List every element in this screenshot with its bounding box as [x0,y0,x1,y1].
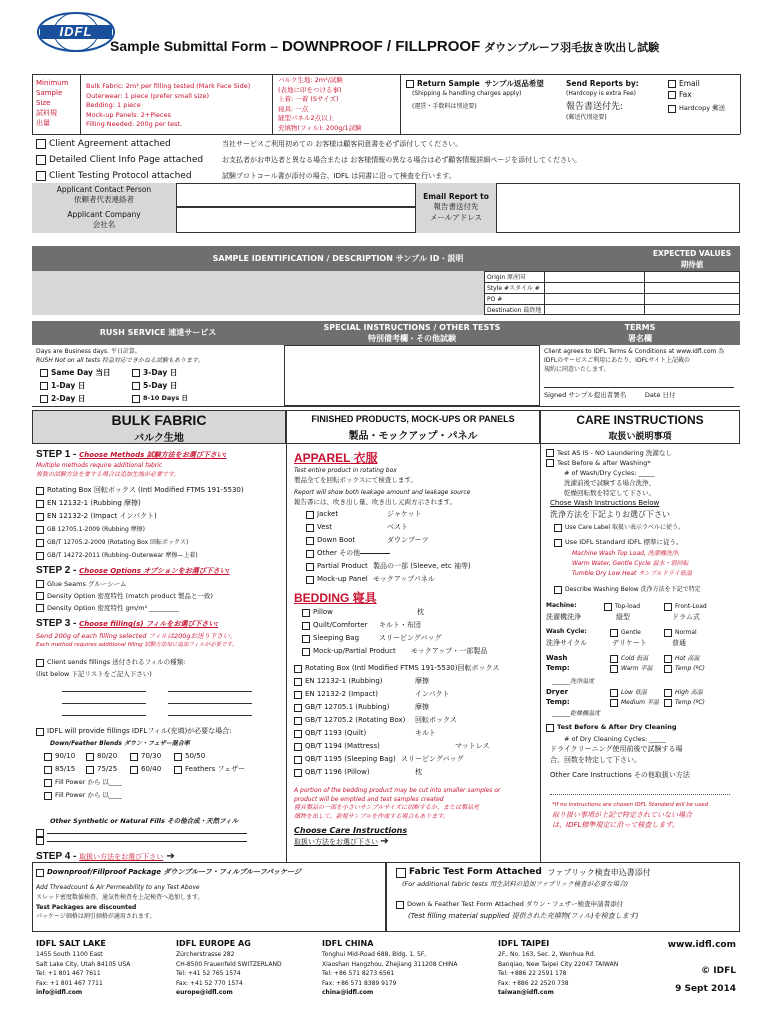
wash-hot[interactable]: Hot 高温 [664,652,699,665]
finished-column: APPAREL 衣服 Test entire product in rotating box 製品全てを回転ボックスにて検査します。 Report will show both leakage amount and leakage source 報告書には、吹き出し量、吹き出し元両方示されます。 Jacket ジャケット Vest ベスト Down Boot ダウンブーツ Other その他 Partial Product 製品の一部 (Sleeve, etc 袖等) Mock-up Panel モックアップパネル BEDDING 寝具 Pillow 枕 Quilt/Comforter キルト・布団 Sleeping Bag スリーピングバッグ Mock-up/Partial Product モックアップ・一部製品 Rotating Box (Intl Modified FTMS 191-5530)回転ボックス EN 12132-1 (Rubbing) 摩擦 EN 12132-2 (Impact) インパクト GB/T 12705.1 (Rubbing) 摩擦 GB/T 12705.2 (Rotating Box) 回転ボックス QB/T 1193 (Quilt) キルト QB/T 1194 (Mattress) マットレス QB/T 1195 (Sleeping Bag) スリーピングバッグ QB/T 1196 (Pillow) 枕 A portion of the bedding product may be cut into smaller samples or product will be emptied and test samples created 寝具製品の一部を小さいサンプルサイズに切断するか、または製品充 填物を出して、新規サンプルを作成する場合もあります。 Choose Care Instructions 取扱い方法をお選び下さい ➔ [294,450,538,847]
rush-1-day[interactable]: 1-Day 日 [40,379,111,392]
blend-70-30[interactable]: 70/30 [130,750,174,763]
apparel-jacket[interactable]: Jacket ジャケット [306,508,538,521]
dry-high[interactable]: High 高温 [664,686,703,699]
sample-size-jp: バルク生地: 2m²/試験 (表地に印をつける事) 上着: 一着 (Sサイズ) 寝具: 一点 縫型パネル2点以上 充填物(フィル): 200g/1試験 [278,76,362,132]
describe-washing[interactable]: Describe Washing Below 洗浄方法を下記で特定 [554,583,738,596]
bed-qbt1194[interactable]: QB/T 1194 (Mattress) マットレス [294,740,538,753]
test-before-after-washing[interactable]: Test Before & after Washing* [546,458,738,468]
fabric-test-box: Fabric Test Form Attached ファブリック検査申込書添付 (For additional fabric tests 用生試料の追加ファブリック検査が必要な場合) Down & Feather Test Form Attached ダウン・フェザー検査申請書添付 (Test filling material supplied 提供された充填物(フィル)を検査します) [396,866,736,922]
bulk-fabric-header: BULK FABRIC バルク生地 [32,410,286,444]
use-care-label[interactable]: Use Care Label 取扱い表示ラベルに従う。 [554,521,738,534]
bed-qbt1196[interactable]: QB/T 1196 (Pillow) 枕 [294,766,538,779]
portion-note: A portion of the bedding product may be cut into smaller samples or product will be emptied and test samples created 寝具製品の一部を小さいサンプルサイズに切断するか、または製品充 填物を出して、新規サンプルを作成する場合もあります。 [294,787,501,820]
bedding-mockup[interactable]: Mock-up/Partial Product モックアップ・一部製品 [302,645,538,658]
email-report-input[interactable] [497,184,739,232]
blend-50-50[interactable]: 50/50 [174,750,205,763]
company-input[interactable] [177,208,415,232]
bed-en12132-1[interactable]: EN 12132-1 (Rubbing) 摩擦 [294,675,538,688]
email-europe[interactable]: europe@idfl.com [176,989,233,996]
office-china: IDFL CHINA Tonghui Mid-Road 688, Bldg. 1, 5F, Xiaoshan Hangzhou, Zhejiang 311208 CHINA Tel: +86 571 8273 6561 Fax: +86 571 8389 9179 china@idfl.com [322,938,492,998]
page-title: Sample Submittal Form – DOWNPROOF / FILLPROOF ダウンプルーフ羽毛抜き吹出し試験 [110,38,660,55]
expected-values-header: EXPECTED VALUES 期待値 [644,246,740,271]
apparel-mockup[interactable]: Mock-up Panel モックアップパネル [306,573,538,586]
rush-3-day[interactable]: 3-Day 日 [132,366,188,379]
apparel-vest[interactable]: Vest ベスト [306,521,538,534]
client-sends-fillings[interactable]: Client sends fillings 送付されるフィルの種類: [36,656,284,669]
terms-header: TERMS 署名欄 [540,321,740,345]
dry-medium[interactable]: Medium 平温 [610,696,659,709]
package-box: Downproof/Fillproof Package ダウンプルーフ・フィルプルーフパッケージ Add Threadcount & Air Permeability to any Test Above スレッド密度数値検査、通気性検査を上記検査へ追加します。 Test Packages are discounted パッケージ価格は割引価格が適用されます。 [36,866,382,921]
option-density-match[interactable]: Density Option 密度特性 (match product 製品と一致) [36,590,284,602]
front-load[interactable]: Front-Load [664,600,707,613]
email-china[interactable]: china@idfl.com [322,989,374,996]
email-taipei[interactable]: taiwan@idfl.com [498,989,554,996]
email-checkbox[interactable] [668,80,676,88]
terms-text: Client agrees to IDFL Terms & Conditions at www.idfl.com 為 IDFLのサービスご利用にあたり、IDFLサイト上記載の 規約に同意いたします。 [544,348,725,373]
fax-option[interactable]: Fax [668,90,725,100]
special-instructions-input[interactable] [284,345,540,406]
method-rotating-box[interactable]: Rotating Box 回転ボックス (Intl Modified FTMS 191-5530) [36,484,284,497]
apparel-other[interactable]: Other その他 [306,547,538,560]
fabric-test-attached[interactable]: Fabric Test Form Attached ファブリック検査申込書添付 [396,866,736,879]
test-as-is[interactable]: Test AS IS - NO Laundering 洗濯なし [546,448,738,458]
bedding-quilt[interactable]: Quilt/Comforter キルト・布団 [302,619,538,632]
office-salt-lake: IDFL SALT LAKE 1455 South 1100 East Salt Lake City, Utah 84105 USA Tel: +1 801 467 7611 Fax: +1 801 467 7711 info@idfl.com [36,938,156,998]
office-europe: IDFL EUROPE AG Zürcherstrasse 282 CH-8500 Frauenfeld SWITZERLAND Tel: +41 52 765 1574 Fax: +41 52 770 1574 europe@idfl.com [176,938,316,998]
blend-85-15[interactable]: 85/15 [44,763,86,776]
package-option[interactable]: Downproof/Fillproof Package ダウンプルーフ・フィルプルーフパッケージ [36,866,382,879]
agreements-jp: 当社サービスご利用初めての お客様は顧客同意書を必ず添付してください。 お支払者がお申込者と異なる場合または お客様情報の異なる場合は必ず顧客情報詳細ページを添付してください。 試験プロトコール書が添付の場合、IDFL は同書に沿って検査を行います。 [222,140,582,180]
other-fill-1[interactable] [36,829,284,837]
finished-products-header: FINISHED PRODUCTS, MOCK-UPS OR PANELS 製品・モックアップ・パネル [286,410,540,444]
fill-power-1[interactable]: Fill Power から 以____ [44,776,284,789]
client-agreement[interactable]: Client Agreement attached [36,136,203,152]
other-fill-2[interactable] [36,837,284,845]
rush-notes: Days are Business days. 平日計算。 RUSH Not on all tests 特急対応できかねる試験もあります。 [36,348,204,364]
blend-80-20[interactable]: 80/20 [86,750,130,763]
arrow-right-icon: ➔ [166,851,175,862]
idfl-provides-fillings[interactable]: IDFL will provide fillings IDFLフィル(充填)が必要な場合: [36,725,284,738]
option-glue-seams[interactable]: Glue Seams グルーシーム [36,578,284,590]
down-feather-form[interactable]: Down & Feather Test Form Attached ダウン・フェザー検査申請書添付 [396,898,736,911]
care-column: Test AS IS - NO Laundering 洗濯なし Test Before & after Washing* # of Wash/Dry Cycles: _____ 洗濯前後で試験する場合洗浄、 乾燥回転数を特定して下さい。 Chose Wash Instructions Below 洗浄方法を下記よりお選び下さい Use Care Label 取扱い表示ラベルに従う。 Use IDFL Standard IDFL 標準に従う。 Machine Wash Top Load, 洗濯機洗浄, Warm Water, Gentle Cycle 温水・弱回転 Tumble Dry Low Heat タンブルドライ低温 Describe Washing Below 洗浄方法を下記で特定 Machine: 洗濯機洗浄 Top-load 縦型 Front-Load ドラム式 Wash Cycle: 洗浄サイクル Gentle デリケート Normal 普通 Wash Temp: Cold 低温 Hot 高温 Warm 平温 Temp (ºC) ______洗浄温度 Dryer Temp: Low 低温 High 高温 Medium 平温 Temp (ºC) ______乾燥機温度 Test Before & After Dry Cleaning # of Dry Cleaning Cycles: _____ ドライクリーニング使用前後で試験する場 合、回数を特定して下さい。 Other Care Instructions その他取扱い方法 *If no instructions are chosen IDFL Standard will be used 取り扱い事項が上記で特定されていない場合 は、IDFL標準規定に沿って検査します。 [546,448,738,830]
top-load[interactable]: Top-load [604,600,640,613]
default-note: *If no instructions are chosen IDFL Standard will be used 取り扱い事項が上記で特定されていない場合 は、IDFL標準規定に沿って検査します。 [552,802,709,829]
blend-60-40[interactable]: 60/40 [130,763,174,776]
footer-right: www.idfl.com © IDFL 9 Sept 2014 [640,938,736,996]
office-taipei: IDFL TAIPEI 2F., No. 163, Sec. 2, Wenhua Rd. Banqiao, New Taipei City 22047 TAIWAN Tel: +886 22 2591 178 Fax: +886 22 2520 738 taiwan@idfl.com [498,938,648,998]
dry-temp-c[interactable]: Temp (ºC) [664,696,705,709]
bulk-column: STEP 1 - Choose Methods 試験方法をお選び下さい: Multiple methods require additional fabric 複数の試験方法を要する場合は追加生地が必要です。 Rotating Box 回転ボックス (Intl Modified FTMS 191-5530) EN 12132-1 (Rubbing 摩擦) EN 12132-2 (Impact インパクト) GB 12705.1-2009 (Rubbing 摩擦) GB/T 12705.2-2009 (Rotating Box 回転ボックス) GB/T 14272-2011 (Rubbing–Outerwear 摩擦—上着) STEP 2 - Choose Options オプションをお選び下さい: Glue Seams グルーシーム Density Option 密度特性 (match product 製品と一致) Density Option 密度特性 gm/m² _________ STEP 3 - Choose filling(s) フィルをお選び下さい: Send 200g of each filling selected フィルは200gお送り下さい。 Each method requires additional filling 試験方法毎に追加フィルが必要です。 Client sends fillings 送付されるフィルの種類: (list below 下記リストをご記入下さい) IDFL will provide fillings IDFLフィル(充填)が必要な場合: Down/Feather Blends ダウン・フェザー混合率 90/10 80/20 70/30 50/50 85/15 75/25 60/40 Feathers フェザー Fill Power から 以____ Fill Power から 以____ Other Synthetic or Natural Fills その他合成・天然フィル STEP 4 - 取扱い方法をお選び下さい ➔ [36,448,284,865]
client-info[interactable]: Detailed Client Info Page attached [36,152,203,168]
blend-90-10[interactable]: 90/10 [44,750,86,763]
apparel-partial[interactable]: Partial Product 製品の一部 (Sleeve, etc 袖等) [306,560,538,573]
return-sample-checkbox[interactable] [406,80,414,88]
email-option[interactable]: Email [668,77,725,90]
logo [36,12,116,52]
signed-label: Signed サンプル提出者署名 Date 日付 [544,391,676,399]
website-link[interactable]: www.idfl.com [667,940,736,950]
agreements [36,136,203,184]
use-idfl-standard[interactable]: Use IDFL Standard IDFL 標準に従う。 [554,536,738,549]
gentle-cycle[interactable]: Gentle [610,626,641,639]
rush-options [40,366,111,405]
logo-text: IDFL [59,24,93,39]
care-header: CARE INSTRUCTIONS 取扱い説明事項 [540,410,740,444]
sample-size-list: Bulk Fabric: 2m² per filling tested (Mark Face Side) Outerwear: 1 piece (prefer small size) Bedding: 1 piece Mock-up Panels: 2+Pieces Filling Needed: 200g per test. [86,82,251,128]
email-salt-lake[interactable]: info@idfl.com [36,989,83,996]
fill-power-2[interactable]: Fill Power から 以____ [44,789,284,802]
rush-2-day[interactable]: 2-Day 日 [40,392,111,405]
rush-8-10-day[interactable]: 8-10 Days 日 [132,392,188,405]
bedding-rotating-box[interactable]: Rotating Box (Intl Modified FTMS 191-5530)回転ボックス [294,662,538,675]
send-reports: Send Reports by: (Hardcopy is extra Fee) 報告書送付先: (郵送代別途要) [566,79,639,121]
rush-options-2 [132,366,188,405]
apparel-down-boot[interactable]: Down Boot ダウンブーツ [306,534,538,547]
wash-temp-c[interactable]: Temp (ºC) [664,662,705,675]
rush-header: RUSH SERVICE 速達サービス [32,321,284,345]
dry-low[interactable]: Low 低温 [610,686,647,699]
blend-feathers[interactable]: Feathers フェザー [174,763,245,776]
signature-input[interactable] [544,374,734,387]
arrow-right-icon: ➔ [380,836,389,847]
bed-en12132-2[interactable]: EN 12132-2 (Impact) インパクト [294,688,538,701]
sample-id-rows: Origin 原産国 Style #スタイル # PO # Destination 最終地 [487,274,542,314]
method-gbt12705-2[interactable]: GB/T 12705.2-2009 (Rotating Box 回転ボックス) [36,536,284,549]
normal-cycle[interactable]: Normal [664,626,697,639]
test-dry-cleaning[interactable]: Test Before & After Dry Cleaning [546,721,738,734]
email-report-label: Email Report to 報告書送付先 メールアドレス [423,192,489,222]
sample-id-header: SAMPLE IDENTIFICATION / DESCRIPTION サンプル ID・説明 [32,246,644,271]
hardcopy-option[interactable]: Hardcopy 郵送 [668,102,725,115]
rush-5-day[interactable]: 5-Day 日 [132,379,188,392]
company-label: Applicant Company 会社名 [67,210,141,229]
bed-gbt12705-2[interactable]: GB/T 12705.2 (Rotating Box) 回転ボックス [294,714,538,727]
method-gb12705-1[interactable]: GB 12705.1-2009 (Rubbing 摩擦) [36,523,284,536]
return-sample[interactable]: Return Sample サンプル返品希望 (Shipping & handling charges apply) (運賃・手数料は別途要) [406,77,544,110]
option-density-gm[interactable]: Density Option 密度特性 gm/m² _________ [36,602,284,614]
blend-75-25[interactable]: 75/25 [86,763,130,776]
bed-gbt12705-1[interactable]: GB/T 12705.1 (Rubbing) 摩擦 [294,701,538,714]
bedding-sleeping-bag[interactable]: Sleeping Bag スリーピングバッグ [302,632,538,645]
method-gbt14272[interactable]: GB/T 14272-2011 (Rubbing–Outerwear 摩擦—上着) [36,549,284,562]
bed-qbt1193[interactable]: QB/T 1193 (Quilt) キルト [294,727,538,740]
special-header: SPECIAL INSTRUCTIONS / OTHER TESTS 特別備考欄・その他試験 [284,321,540,345]
hardcopy-checkbox[interactable] [668,105,676,113]
minimum-sample-size: Minimum Sample Size 試料規 出量 [36,79,69,127]
fax-checkbox[interactable] [668,91,676,99]
contact-person-input[interactable] [177,184,415,206]
bed-qbt1195[interactable]: QB/T 1195 (Sleeping Bag) スリーピングバッグ [294,753,538,766]
contact-person-label: Applicant Contact Person 依頼者代表連絡者 [56,185,152,204]
wash-warm[interactable]: Warm 平温 [610,662,653,675]
bedding-pillow[interactable]: Pillow 枕 [302,606,538,619]
wash-cold[interactable]: Cold 低温 [610,652,648,665]
client-protocol[interactable]: Client Testing Protocol attached [36,168,203,184]
method-en12132-2[interactable]: EN 12132-2 (Impact インパクト) [36,510,284,523]
rush-same-day[interactable]: Same Day 当日 [40,366,111,379]
method-en12132-1[interactable]: EN 12132-1 (Rubbing 摩擦) [36,497,284,510]
